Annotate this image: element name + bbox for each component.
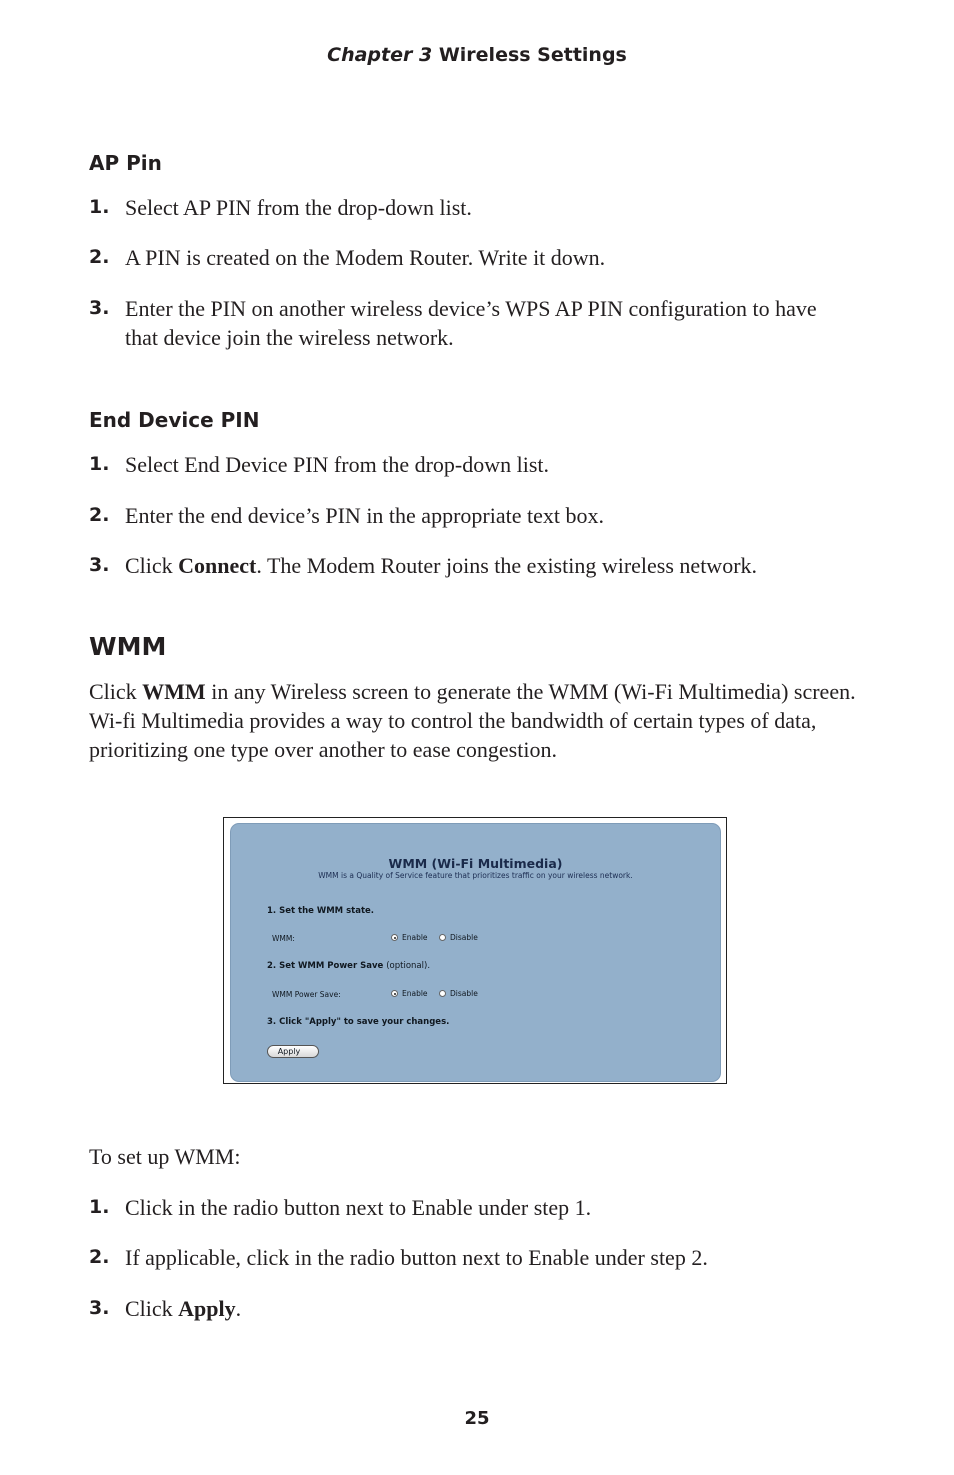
- page-number: 25: [464, 1408, 490, 1429]
- ap-pin-step-1: [89, 193, 849, 222]
- step-number: 2.: [89, 504, 110, 526]
- wmm-panel: [230, 823, 721, 1082]
- end-device-step-1: [89, 450, 849, 479]
- step-number: 3.: [89, 1297, 110, 1319]
- wmm-label: WMM:: [272, 934, 295, 943]
- step-number: 1.: [89, 196, 110, 218]
- wmm-intro-post: in any Wireless screen to generate the WMM (Wi-Fi Multimedia) screen. Wi-fi Multimedia provides a way to control the bandwidth of certain types of data, prioritizing one type over another to ease congestion.: [89, 679, 856, 762]
- optional-note: (optional).: [386, 961, 431, 971]
- ap-pin-step-3: [89, 294, 849, 352]
- set-wmm-state-step: 1. Set the WMM state.: [267, 906, 375, 916]
- radio-label: Enable: [402, 989, 428, 998]
- radio-label: Enable: [402, 933, 428, 942]
- power-save-label: WMM Power Save:: [272, 990, 341, 999]
- radio-unselected-icon: [439, 934, 446, 941]
- power-save-step-text: 2. Set WMM Power Save: [267, 961, 384, 971]
- power-save-disable-radio[interactable]: [439, 989, 478, 998]
- step-text-post: . The Modem Router joins the existing wireless network.: [256, 553, 758, 578]
- apply-term: Apply: [178, 1296, 236, 1321]
- wmm-panel-title: WMM (Wi-Fi Multimedia): [388, 856, 563, 871]
- radio-label: Disable: [450, 989, 478, 998]
- wmm-heading: WMM: [89, 632, 167, 661]
- setup-step-3: [89, 1294, 849, 1323]
- step-text: Enter the PIN on another wireless device’s WPS AP PIN configuration to have that device join the wireless network.: [125, 296, 817, 350]
- end-device-pin-heading: End Device PIN: [89, 408, 260, 432]
- step-text-pre: Click: [125, 1296, 179, 1321]
- step-text: Click in the radio button next to Enable under step 1.: [125, 1195, 592, 1220]
- step-text: [125, 1294, 849, 1323]
- ap-pin-step-2: [89, 243, 849, 272]
- setup-step-2: [89, 1243, 849, 1272]
- connect-term: Connect: [178, 553, 257, 578]
- power-save-enable-radio[interactable]: [391, 989, 428, 998]
- step-text: [125, 551, 849, 580]
- power-save-step: [267, 961, 430, 971]
- step-text: Enter the end device’s PIN in the appropriate text box.: [125, 503, 604, 528]
- step-number: 1.: [89, 1196, 110, 1218]
- step-text: A PIN is created on the Modem Router. Write it down.: [125, 245, 606, 270]
- end-device-step-2: [89, 501, 849, 530]
- step-number: 1.: [89, 453, 110, 475]
- step-text: Select AP PIN from the drop-down list.: [125, 195, 472, 220]
- wmm-term: WMM: [142, 679, 206, 704]
- step-number: 2.: [89, 246, 110, 268]
- wmm-intro: [89, 677, 864, 764]
- radio-label: Disable: [450, 933, 478, 942]
- setup-intro: To set up WMM:: [89, 1144, 241, 1169]
- wmm-intro-pre: Click: [89, 679, 143, 704]
- running-head: [0, 44, 954, 66]
- step-text: Select End Device PIN from the drop-down list.: [125, 452, 550, 477]
- radio-selected-icon: [391, 934, 398, 941]
- wmm-screenshot: [223, 817, 727, 1084]
- step-text-post: .: [235, 1296, 242, 1321]
- step-text-pre: Click: [125, 553, 179, 578]
- chapter-number: Chapter 3: [327, 44, 433, 66]
- apply-step: 3. Click "Apply" to save your changes.: [267, 1017, 450, 1027]
- step-text: If applicable, click in the radio button next to Enable under step 2.: [125, 1245, 708, 1270]
- chapter-title: Wireless Settings: [438, 44, 627, 66]
- step-number: 3.: [89, 297, 110, 319]
- ap-pin-heading: AP Pin: [89, 151, 162, 175]
- step-number: 3.: [89, 554, 110, 576]
- step-number: 2.: [89, 1246, 110, 1268]
- apply-button[interactable]: Apply: [267, 1045, 319, 1058]
- wmm-enable-radio[interactable]: [391, 933, 428, 942]
- radio-unselected-icon: [439, 990, 446, 997]
- end-device-step-3: [89, 551, 849, 580]
- setup-step-1: [89, 1193, 849, 1222]
- wmm-disable-radio[interactable]: [439, 933, 478, 942]
- wmm-panel-subtitle: WMM is a Quality of Service feature that prioritizes traffic on your wireless network.: [318, 871, 633, 880]
- radio-selected-icon: [391, 990, 398, 997]
